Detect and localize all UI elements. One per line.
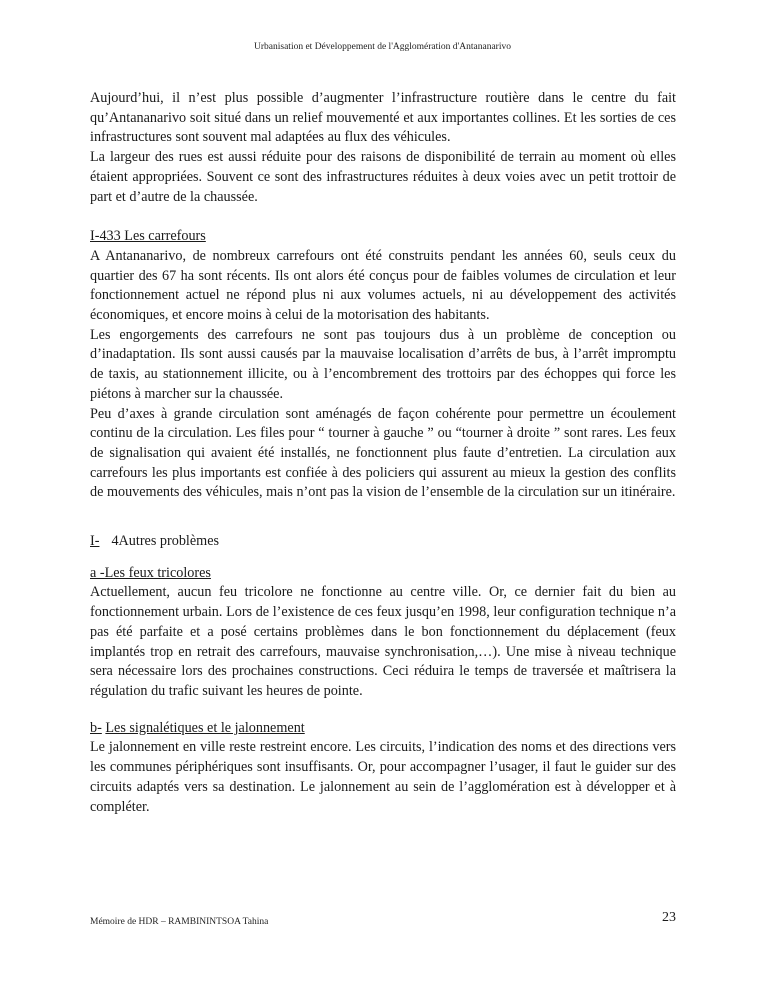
page-number: 23 [662,910,676,925]
section-number: I- [90,533,100,550]
subsection-heading-feux: a -Les feux tricolores [90,564,211,581]
paragraph: A Antananarivo, de nombreux carrefours ont été construits pendant les années 60, seuls ceux du quartier des 67 ha sont récents. Ils ont alors été conçus pour de faibles volumes de circulation et leur fonctionnement actuel ne répond plus ni aux volumes actuels, ni au développement des activités économiques, et encore moins à celui de la motorisation des habitants. [90,247,676,324]
section-title: 4Autres problèmes [111,533,220,550]
paragraph: Le jalonnement en ville reste restreint encore. Les circuits, l’indication des noms et des directions vers les communes périphériques sont insuffisants. Or, pour accompagner l’usager, il faut le guider sur des circuits adaptés vers sa destination. Le jalonnement au sein de l’agglomération est à développer et à compléter. [90,739,676,815]
paragraph: La largeur des rues est aussi réduite pour des raisons de disponibilité de terrain au moment où elles étaient appropriées. Souvent ce sont des infrastructures réduites à deux voies avec un petit trottoir de part et d’autre de la chaussée. [90,149,676,205]
paragraph: Les engorgements des carrefours ne sont pas toujours dus à un problème de conception ou d’inadaptation. Ils sont aussi causés par la mauvaise localisation d’arrêts de bus, à l’arrêt impromptu de taxis, au stationnement illicite, ou à l’encombrement des trottoirs par des échoppes qui force les piétons à marcher sur la chaussée. [90,326,676,402]
subsection-heading-signal [90,719,676,739]
running-header: Urbanisation et Développement de l'Agglomération d'Antananarivo [254,42,511,52]
document-body [90,89,676,817]
paragraph: Peu d’axes à grande circulation sont aménagés de façon cohérente pour permettre un écoulement continu de la circulation. Les files pour “ tourner à gauche ” ou “tourner à droite ” sont rares. Les feux de signalisation qui avaient été installés, ne fonctionnent plus faute d’entretien. La circulation aux carrefours les plus importants est confiée à des policiers qui assurent au mieux la gestion des conflits de mouvements des véhicules, mais n’ont pas la vision de l’ensemble de la circulation sur un itinéraire. [90,405,676,501]
paragraph: Actuellement, aucun feu tricolore ne fonctionne au centre ville. Or, ce dernier fait du bien au fonctionnement urbain. Lors de l’existence de ces feux jusqu’en 1998, leur configuration technique n’a pas été parfaite et a posé certains problèmes dans le bon fonctionnement du déplacement (feux implantés trop en retrait des carrefours, mauvaise synchronisation,…). Une mise à niveau technique sera nécessaire lors des prochaines constructions. Ceci réduira le temps de traversée et maîtrisera la régulation du trafic suivant les heures de pointe. [90,584,676,699]
footer-author: Mémoire de HDR – RAMBININTSOA Tahina [90,917,269,927]
section-heading-carrefours: I-433 Les carrefours [90,228,206,245]
paragraph: Aujourd’hui, il n’est plus possible d’augmenter l’infrastructure routière dans le centre du fait qu’Antananarivo soit situé dans un relief mouvementé et aux importantes collines. Et les sorties de ces infrastructures sont souvent mal adaptées au flux des véhicules. [90,90,676,146]
subsection-number: b- [90,719,102,736]
section-heading-autres [90,532,676,552]
subsection-title: Les signalétiques et le jalonnement [105,719,305,736]
